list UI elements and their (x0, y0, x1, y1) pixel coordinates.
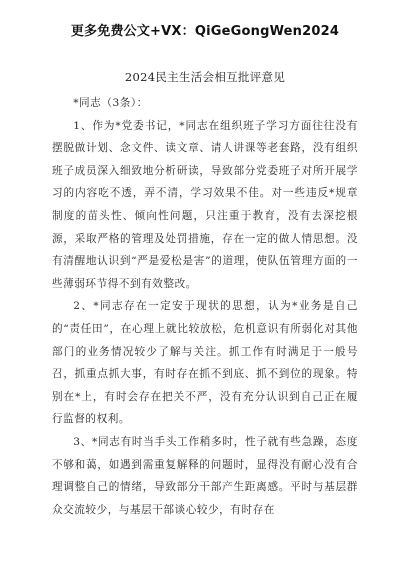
intro-line: *同志（3条）： (73, 97, 148, 109)
paragraph-2: 2、*同志存在一定安于现状的思想，认为*业务是自己的“责任田”，在心理上就比较放松，危机意识有所弱化对其他部门的业务情况较少了解与关注。抓工作有时满足于一般号召，抓重点抓大事，有时存在抓不到底、抓不到位的现象。特别在*上，有时会存在把关不严，没有充分认识到自己正在履行监督的权利。 (52, 300, 358, 426)
promo-banner: 更多免费公文+VX：QiGeGongWen2024 (70, 24, 340, 39)
paragraph-3: 3、*同志有时当手头工作稍多时，性子就有些急躁，态度不够和蔼，如遇到需重复解释的问题时，显得没有耐心没有合理调整自己的情绪，导致部分干部产生距离感。平时与基层群众交流较少，与基层干部谈心较少，有时存在 (52, 435, 358, 516)
document-title: 2024民主生活会相互批评意见 (124, 70, 286, 84)
document-body (52, 92, 358, 521)
paragraph-1: 1、作为*党委书记，*同志在组织班子学习方面往往没有摆脱做计划、念文件、读文章、请人讲课等老套路，没有组织班子成员深入细致地分析研读，导致部分党委班子对所开展学习的内容吃不透，弄不清，学习效果不佳。对一些违反*规章制度的苗头性、倾向性问题，只注重于教育，没有去深挖根源，采取严格的管理及处罚措施，存在一定的做人情思想。没有清醒地认识到“严是爱松是害”的道理，使队伍管理方面的一些薄弱环节得不到有效整改。 (52, 119, 358, 290)
